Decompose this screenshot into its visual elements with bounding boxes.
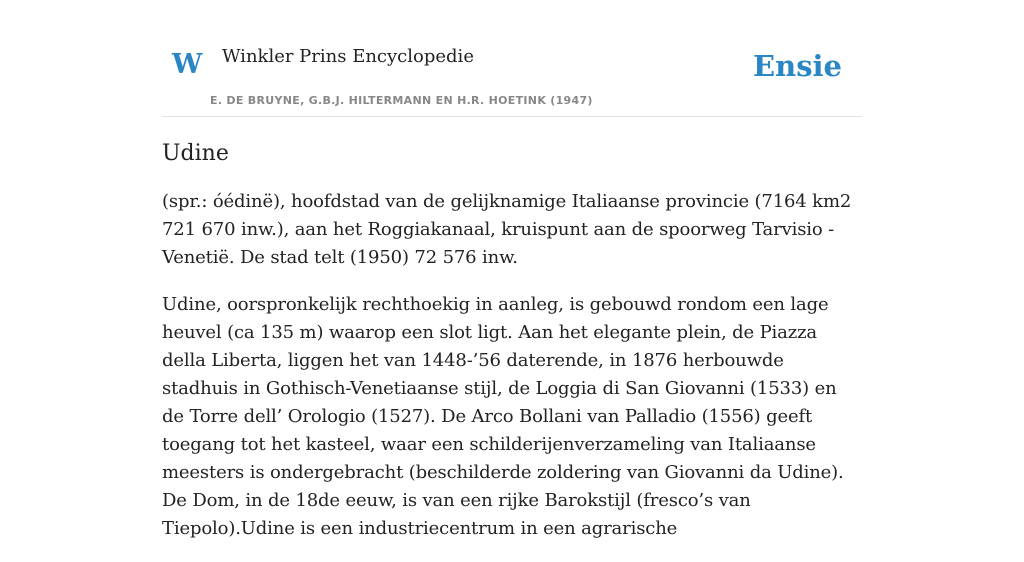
publication-authors: E. DE BRUYNE, G.B.J. HILTERMANN EN H.R. HOETINK (1947) [210, 94, 593, 107]
article-paragraph: (spr.: óédinë), hoofdstad van de gelijknamige Italiaanse provincie (7164 km2 721 670 inw.), aan het Roggiakanaal, kruispunt aan de spoorweg Tarvisio - Venetië. De stad telt (1950) 72 576 inw. [162, 191, 852, 268]
article-title: Udine [162, 141, 229, 166]
site-header [162, 0, 862, 117]
publication-logo[interactable]: W [172, 49, 203, 80]
article-paragraph: Udine, oorspronkelijk rechthoekig in aanleg, is gebouwd rondom een lage heuvel (ca 135 m) waarop een slot ligt. Aan het elegante plein, de Piazza della Liberta, liggen het van 1448-’56 daterende, in 1876 herbouwde stadhuis in Gothisch-Venetiaanse stijl, de Loggia di San Giovanni (1533) en de Torre dell’ Orologio (1527). De Arco Bollani van Palladio (1556) geeft toegang tot het kasteel, waar een schilderijenverzameling van Italiaanse meesters is ondergebracht (beschilderde zoldering van Giovanni da Udine). De Dom, in de 18de eeuw, is van een rijke Barokstijl (fresco’s van Tiepolo).Udine is een industriecentrum in een agrarische [162, 294, 844, 539]
article-content [162, 139, 862, 562]
ensie-brand-link[interactable]: Ensie [753, 49, 842, 83]
publication-title-link[interactable]: Winkler Prins Encyclopedie [222, 46, 474, 67]
